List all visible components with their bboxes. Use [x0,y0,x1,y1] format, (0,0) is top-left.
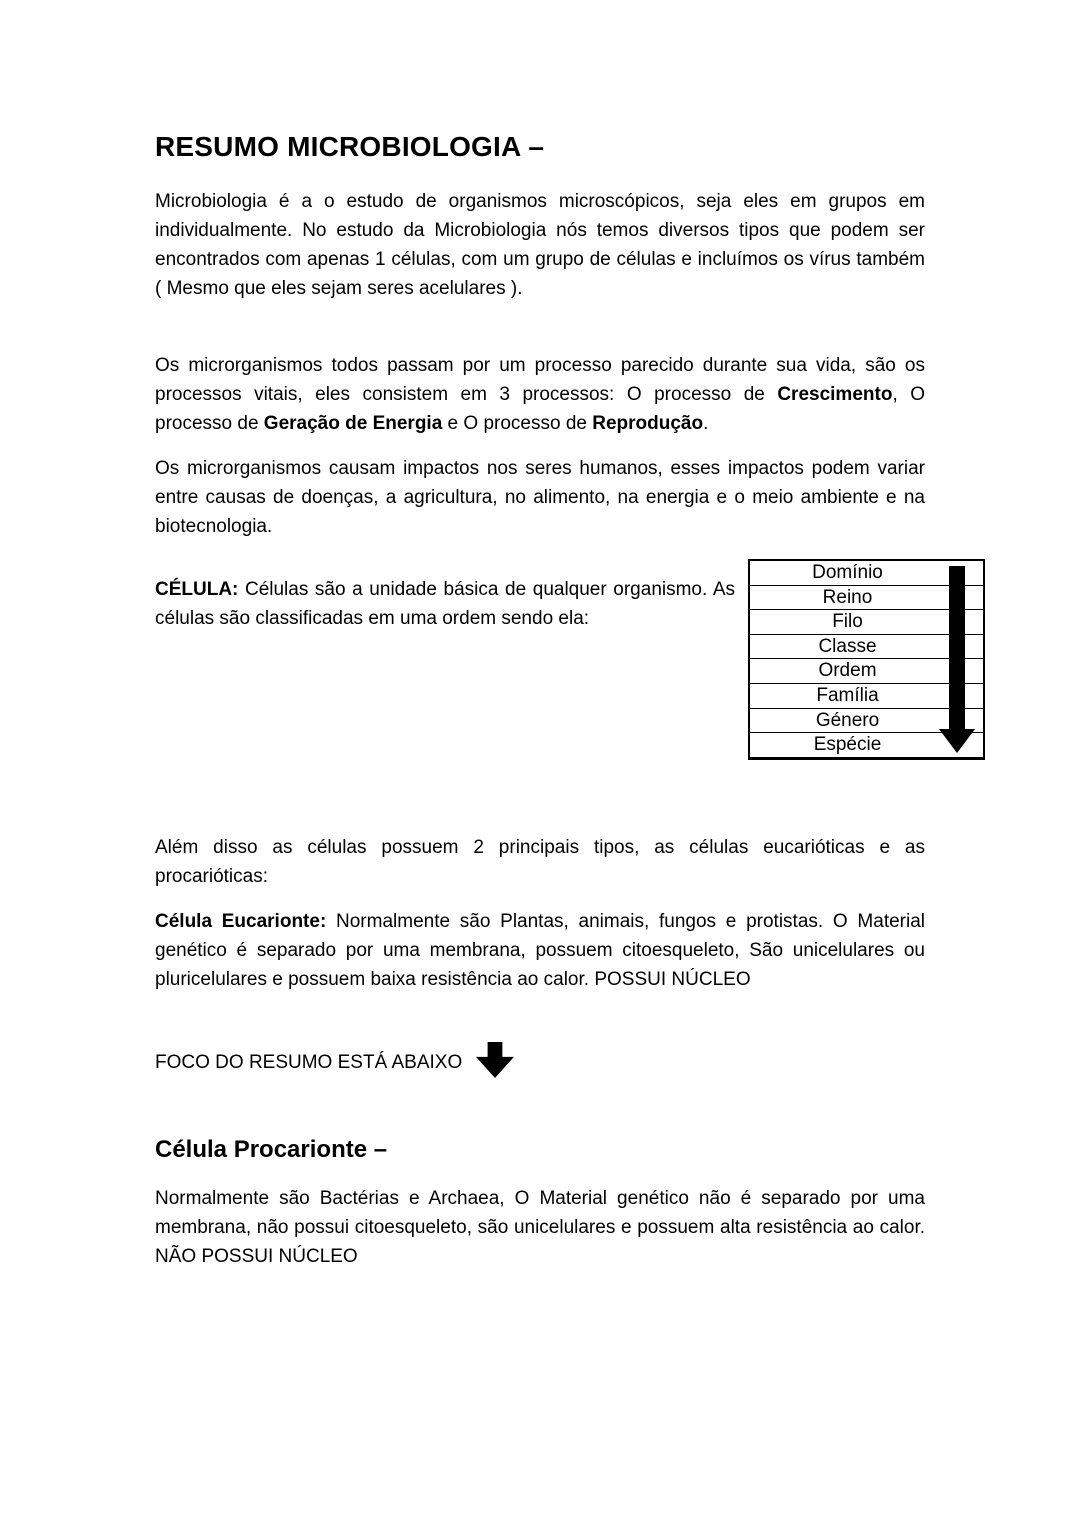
celula-label: CÉLULA: [155,579,239,600]
taxonomy-row-genero: Género [750,709,983,734]
taxonomy-row-filo: Filo [750,610,983,635]
foco-line [155,1042,925,1084]
paragraph-celula [155,575,735,633]
taxonomy-row-reino: Reino [750,586,983,611]
paragraph-impacts: Os microrganismos causam impactos nos seres humanos, esses impactos podem variar entre causas de doenças, a agricultura, no alimento, na energia e o meio ambiente e na biotecnologia. [155,458,925,537]
taxonomy-row-ordem: Ordem [750,659,983,684]
paragraph-eucarionte [155,907,925,994]
page-title: RESUMO MICROBIOLOGIA – [155,131,545,162]
paragraph-types: Além disso as células possuem 2 principais tipos, as células eucarióticas e as procarióticas: [155,837,925,887]
processes-bold-reproducao: Reprodução [592,413,704,434]
down-arrow-icon [476,1042,514,1084]
paragraph-processes [155,351,925,438]
taxonomy-hierarchy-arrow-icon [939,566,975,753]
processes-text-2: , O processo de [155,384,925,434]
celula-section [155,562,925,787]
paragraph-intro: Microbiologia é a o estudo de organismos microscópicos, seja eles em grupos em individualmente. No estudo da Microbiologia nós temos diversos tipos que podem ser encontrados com apenas 1 células, com um grupo de células e incluímos os vírus também ( Mesmo que eles sejam seres acelulares ). [155,191,925,299]
taxonomy-table [748,559,985,760]
eucarionte-label: Célula Eucarionte: [155,911,327,932]
processes-bold-crescimento: Crescimento [777,384,893,405]
paragraph-procarionte: Normalmente são Bactérias e Archaea, O Material genético não é separado por uma membrana, não possui citoesqueleto, são unicelulares e possuem alta resistência ao calor. NÃO POSSUI NÚCLEO [155,1188,925,1267]
taxonomy-row-especie: Espécie [750,733,983,758]
taxonomy-row-familia: Família [750,684,983,709]
arrow-stem [949,566,965,730]
taxonomy-row-classe: Classe [750,635,983,660]
taxonomy-row-dominio: Domínio [750,561,983,586]
processes-text-1: Os microrganismos todos passam por um processo parecido durante sua vida, são os processos vitais, eles consistem em 3 processos: O processo de [155,355,925,405]
procarionte-heading: Célula Procarionte – [155,1136,388,1163]
processes-text-3: e O processo de [442,413,593,434]
celula-text: Células são a unidade básica de qualquer organismo. As células são classificadas em uma ordem sendo ela: [155,579,735,629]
processes-bold-geracao: Geração de Energia [263,413,443,434]
arrow-head [939,729,975,753]
foco-text: FOCO DO RESUMO ESTÁ ABAIXO [155,1052,463,1073]
processes-text-4: . [703,413,709,434]
eucarionte-text: Normalmente são Plantas, animais, fungos e protistas. O Material genético é separado por uma membrana, possuem citoesqueleto, São unicelulares ou pluricelulares e possuem baixa resistência ao calor. POSSUI NÚCLEO [155,911,925,990]
